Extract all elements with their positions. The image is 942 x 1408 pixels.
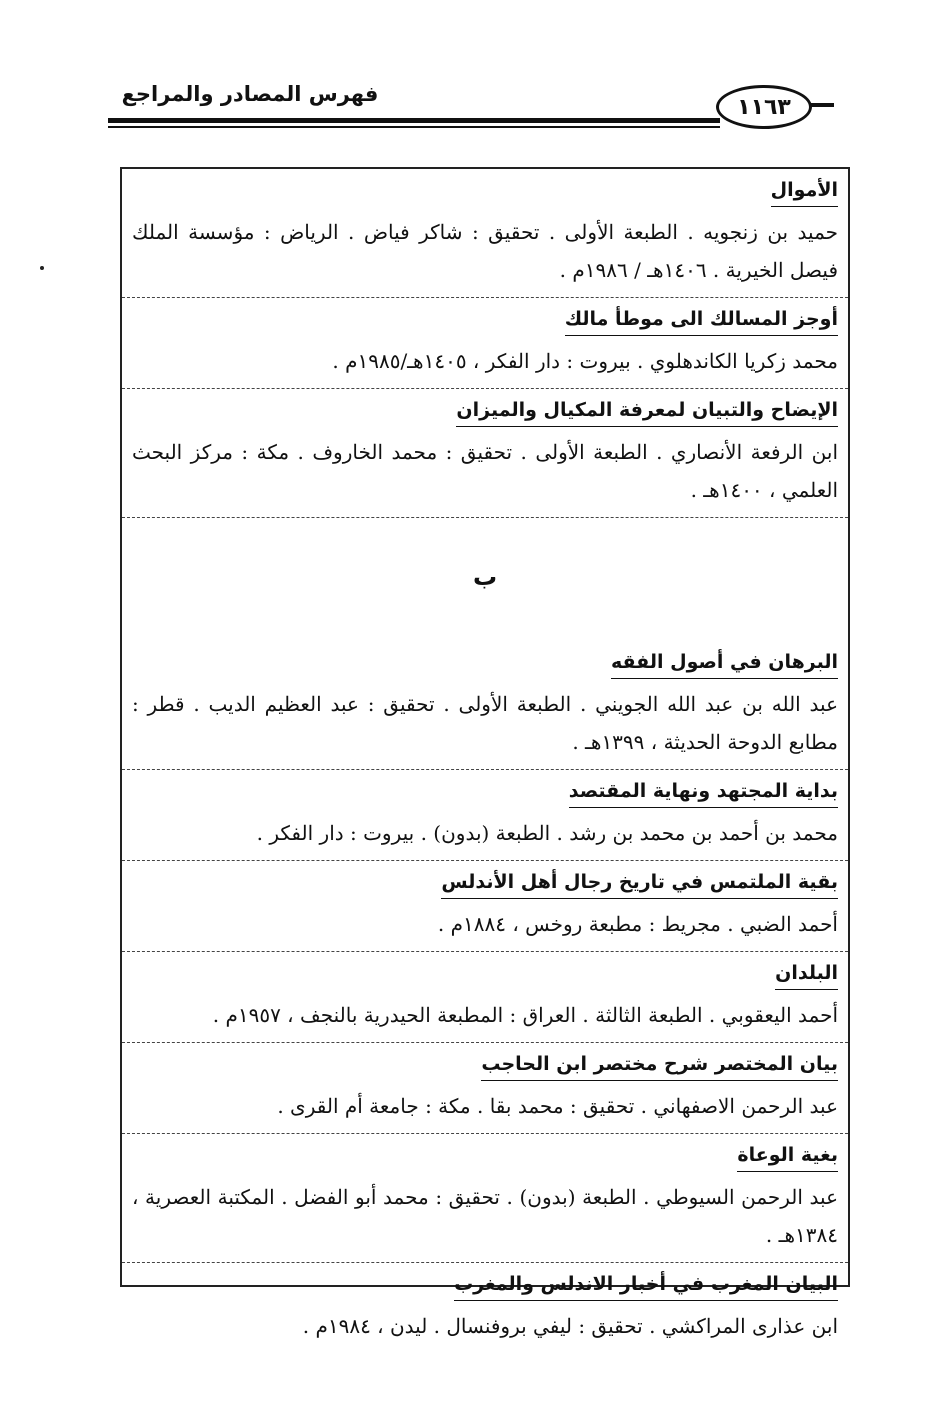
entry-body: محمد بن أحمد بن محمد بن رشد . الطبعة (بدون) . بيروت : دار الفكر . xyxy=(256,821,838,845)
page-header xyxy=(0,0,942,140)
entry-body: ابن الرفعة الأنصاري . الطبعة الأولى . تحقيق : محمد الخاروف . مكة : مركز البحث العلمي ، ١٤٠٠هـ . xyxy=(132,440,838,502)
entry-title: البيان المغرب في أخبار الاندلس والمغرب xyxy=(454,1269,838,1301)
bib-entry xyxy=(122,1043,848,1134)
entry-title: بقية الملتمس في تاريخ رجال أهل الأندلس xyxy=(441,867,838,899)
bib-entry xyxy=(122,952,848,1043)
entries-list xyxy=(122,169,848,1353)
bib-entry xyxy=(122,641,848,770)
bib-entry xyxy=(122,298,848,389)
bib-entry xyxy=(122,861,848,952)
section-letter-heading: ب xyxy=(472,563,498,591)
page-number: ١١٦٣ xyxy=(716,85,812,129)
stray-ink-dot xyxy=(40,266,44,270)
entry-title: الأموال xyxy=(771,175,838,207)
running-title xyxy=(120,82,380,106)
entry-title: بيان المختصر شرح مختصر ابن الحاجب xyxy=(481,1049,838,1081)
header-rule-thick xyxy=(108,118,720,123)
bib-entry xyxy=(122,389,848,518)
entry-body: حميد بن زنجويه . الطبعة الأولى . تحقيق : شاكر فياض . الرياض : مؤسسة الملك فيصل الخيرية . ١٤٠٦هـ / ١٩٨٦م . xyxy=(132,220,838,282)
entry-title: بغية الوعاة xyxy=(737,1140,838,1172)
entry-body: أحمد اليعقوبي . الطبعة الثالثة . العراق : المطبعة الحيدرية بالنجف ، ١٩٥٧م . xyxy=(212,1003,838,1027)
entry-body: أحمد الضبي . مجريط : مطبعة روخس ، ١٨٨٤م . xyxy=(437,912,838,936)
entry-title: البرهان في أصول الفقه xyxy=(611,647,838,679)
entry-body: عبد الرحمن السيوطي . الطبعة (بدون) . تحقيق : محمد أبو الفضل . المكتبة العصرية ، ١٣٨٤هـ . xyxy=(132,1185,839,1247)
entry-title: بداية المجتهد ونهاية المقتصد xyxy=(569,776,838,808)
running-title-text: فهرس المصادر والمراجع xyxy=(121,82,379,106)
entry-title: البلدان xyxy=(775,958,838,990)
entry-title: أوجز المسالك الى موطأ مالك xyxy=(565,304,838,336)
entry-body: عبد الرحمن الاصفهاني . تحقيق : محمد بقا . مكة : جامعة أم القرى . xyxy=(277,1094,838,1118)
entry-body: عبد الله بن عبد الله الجويني . الطبعة الأولى . تحقيق : عبد العظيم الديب . قطر : مطابع الدوحة الحديثة ، ١٣٩٩هـ . xyxy=(132,692,838,754)
bib-entry xyxy=(122,1134,848,1263)
bib-entry xyxy=(122,1263,848,1353)
header-rule-thin xyxy=(108,126,720,128)
bib-entry xyxy=(122,770,848,861)
bib-entry xyxy=(122,169,848,298)
entry-body: محمد زكريا الكاندهلوي . بيروت : دار الفكر ، ١٤٠٥هـ/١٩٨٥م . xyxy=(332,349,838,373)
entry-body: ابن عذارى المراكشي . تحقيق : ليفي بروفنسال . ليدن ، ١٩٨٤م . xyxy=(302,1314,838,1338)
entry-title: الإيضاح والتبيان لمعرفة المكيال والميزان xyxy=(456,395,838,427)
bibliography-frame xyxy=(120,167,850,1338)
